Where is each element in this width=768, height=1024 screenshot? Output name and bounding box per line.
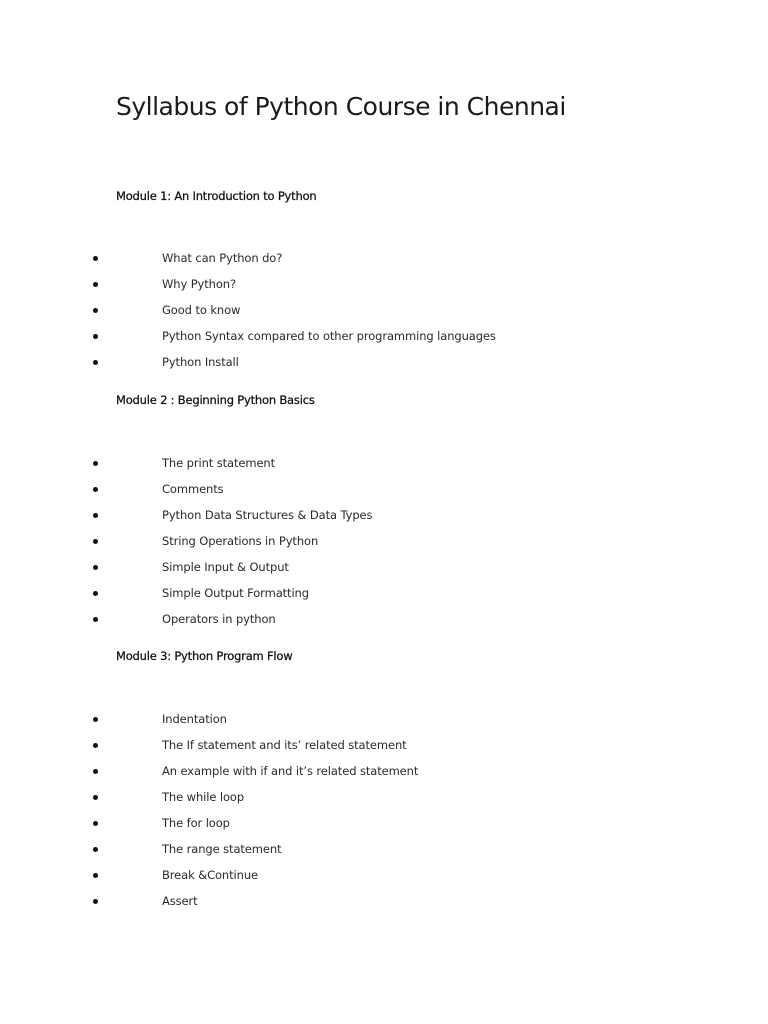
topic-text: The range statement <box>162 842 282 856</box>
topic-text: An example with if and it’s related statement <box>162 764 419 778</box>
topic-text: Python Install <box>162 355 239 369</box>
module-3-topic-list <box>0 709 768 917</box>
module-1-topic-list <box>0 248 768 378</box>
bullet-icon <box>93 539 98 544</box>
topic-text: Python Syntax compared to other programming languages <box>162 329 496 343</box>
bullet-icon <box>93 847 98 852</box>
topic-text: Break &Continue <box>162 868 258 882</box>
bullet-icon <box>93 769 98 774</box>
bullet-icon <box>93 899 98 904</box>
bullet-icon <box>93 513 98 518</box>
topic-text: Why Python? <box>162 277 236 291</box>
bullet-icon <box>93 487 98 492</box>
list-item <box>0 531 768 557</box>
bullet-icon <box>93 360 98 365</box>
bullet-icon <box>93 873 98 878</box>
bullet-icon <box>93 743 98 748</box>
module-2-topic-list <box>0 453 768 635</box>
topic-text: The while loop <box>162 790 245 804</box>
list-item <box>0 583 768 609</box>
topic-text: What can Python do? <box>162 251 283 265</box>
module-1-heading: Module 1: An Introduction to Python <box>116 189 317 203</box>
bullet-icon <box>93 308 98 313</box>
list-item <box>0 479 768 505</box>
topic-text: The print statement <box>162 456 276 470</box>
page-title: Syllabus of Python Course in Chennai <box>116 92 566 121</box>
topic-text: Comments <box>162 482 224 496</box>
list-item <box>0 300 768 326</box>
list-item <box>0 839 768 865</box>
topic-text: Good to know <box>162 303 241 317</box>
list-item <box>0 609 768 635</box>
bullet-icon <box>93 717 98 722</box>
bullet-icon <box>93 256 98 261</box>
list-item <box>0 248 768 274</box>
list-item <box>0 787 768 813</box>
module-3-heading: Module 3: Python Program Flow <box>116 649 293 663</box>
list-item <box>0 326 768 352</box>
topic-text: Assert <box>162 894 198 908</box>
list-item <box>0 453 768 479</box>
bullet-icon <box>93 617 98 622</box>
list-item <box>0 865 768 891</box>
topic-text: Simple Output Formatting <box>162 586 309 600</box>
topic-text: The for loop <box>162 816 230 830</box>
list-item <box>0 735 768 761</box>
list-item <box>0 891 768 917</box>
topic-text: Operators in python <box>162 612 276 626</box>
topic-text: Python Data Structures & Data Types <box>162 508 373 522</box>
list-item <box>0 505 768 531</box>
module-2-heading: Module 2 : Beginning Python Basics <box>116 393 315 407</box>
bullet-icon <box>93 795 98 800</box>
topic-text: Simple Input & Output <box>162 560 289 574</box>
list-item <box>0 813 768 839</box>
bullet-icon <box>93 461 98 466</box>
bullet-icon <box>93 591 98 596</box>
list-item <box>0 352 768 378</box>
bullet-icon <box>93 565 98 570</box>
topic-text: Indentation <box>162 712 227 726</box>
topic-text: String Operations in Python <box>162 534 319 548</box>
bullet-icon <box>93 821 98 826</box>
bullet-icon <box>93 334 98 339</box>
list-item <box>0 557 768 583</box>
list-item <box>0 274 768 300</box>
list-item <box>0 761 768 787</box>
bullet-icon <box>93 282 98 287</box>
list-item <box>0 709 768 735</box>
topic-text: The If statement and its’ related statement <box>162 738 407 752</box>
